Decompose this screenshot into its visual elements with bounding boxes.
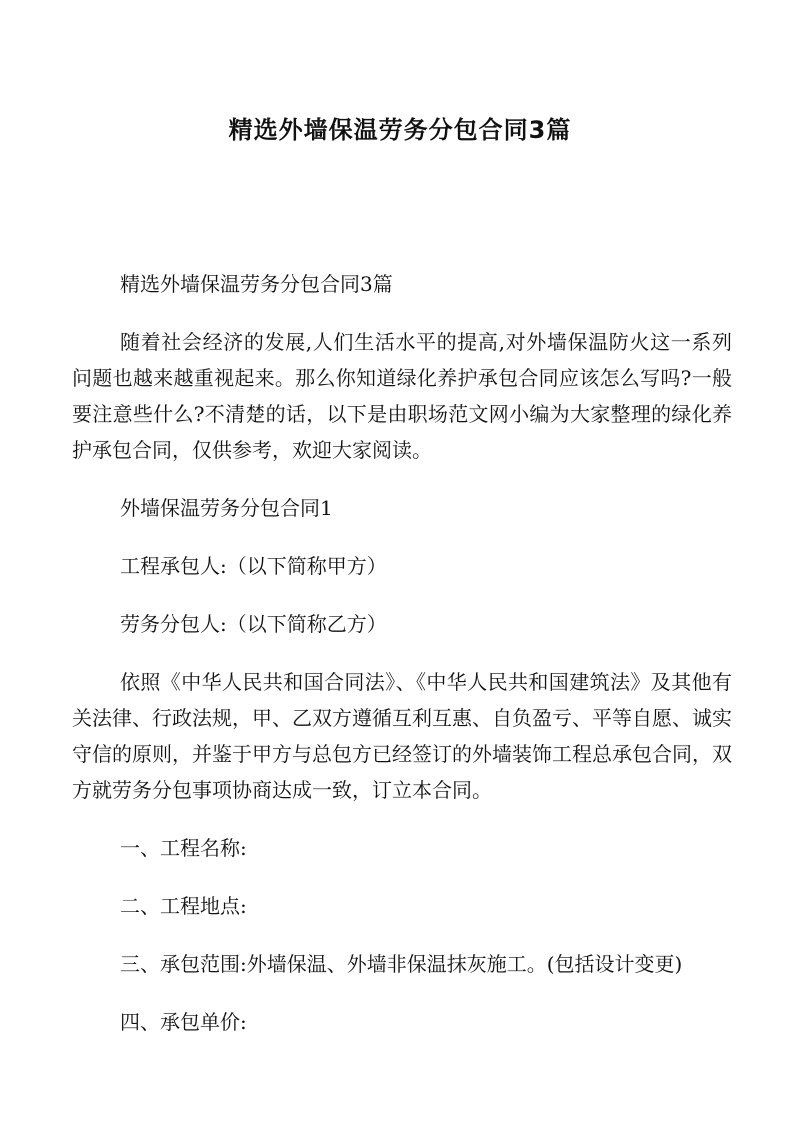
paragraph-unit-price: 四、承包单价: (120, 1010, 247, 1034)
paragraph-subtitle: 精选外墙保温劳务分包合同3篇 (120, 272, 393, 296)
paragraph-legal-basis: 依照《中华人民共和国合同法》、《中华人民共和国建筑法》及其他有关法律、行政法规，甲、乙双方遵循互利互惠、自负盈亏、平等自愿、诚实守信的原则，并鉴于甲方与总包方已经签订的外墙装饰工程总承包合同，双方就劳务分包事项协商达成一致，订立本合同。 (72, 670, 732, 802)
paragraph-party-a: 工程承包人:（以下简称甲方） (120, 554, 387, 578)
paragraph-scope: 三、承包范围:外墙保温、外墙非保温抹灰施工。(包括设计变更) (120, 952, 683, 976)
paragraph-intro: 随着社会经济的发展,人们生活水平的提高,对外墙保温防火这一系列问题也越来越重视起来。那么你知道绿化养护承包合同应该怎么写吗?一般要注意些什么?不清楚的话，以下是由职场范文网小编为大家整理的绿化养护承包合同，仅供参考，欢迎大家阅读。 (72, 330, 732, 462)
paragraph-party-b: 劳务分包人:（以下简称乙方） (120, 612, 387, 636)
document-title: 精选外墙保温劳务分包合同3篇 (228, 116, 572, 144)
paragraph-project-location: 二、工程地点: (120, 894, 247, 918)
paragraph-project-name: 一、工程名称: (120, 836, 247, 860)
paragraph-contract-heading: 外墙保温劳务分包合同1 (120, 496, 333, 520)
document-body (72, 266, 732, 1062)
